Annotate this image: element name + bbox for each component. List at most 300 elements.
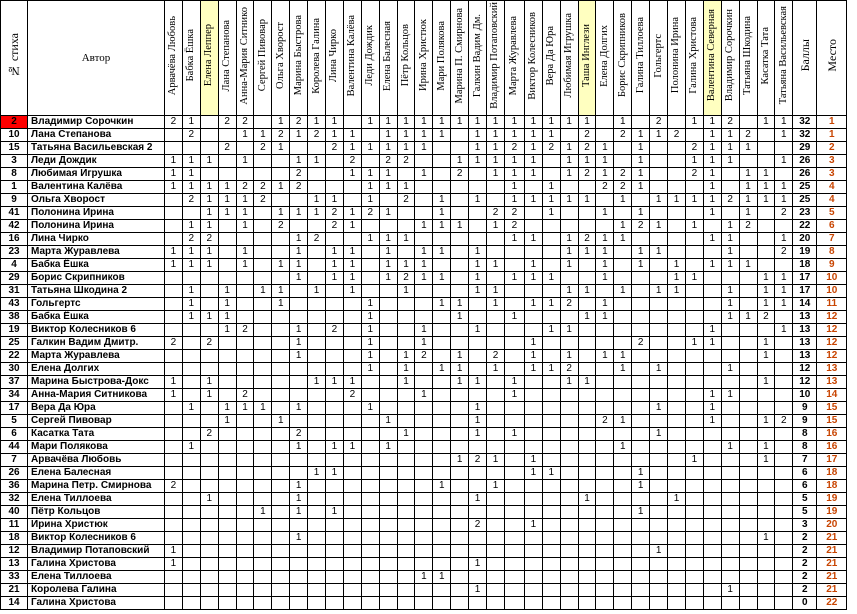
cell-score[interactable]: 1 bbox=[542, 298, 560, 311]
cell-score[interactable]: 2 bbox=[254, 181, 272, 194]
cell-score[interactable] bbox=[685, 415, 703, 428]
cell-score[interactable] bbox=[685, 363, 703, 376]
cell-score[interactable] bbox=[504, 545, 524, 558]
cell-score[interactable] bbox=[596, 129, 614, 142]
cell-score[interactable] bbox=[182, 571, 200, 584]
cell-score[interactable]: 2 bbox=[397, 272, 415, 285]
cell-score[interactable] bbox=[650, 142, 668, 155]
cell-score[interactable] bbox=[524, 246, 542, 259]
cell-score[interactable]: 2 bbox=[578, 129, 596, 142]
cell-place[interactable]: 5 bbox=[817, 207, 847, 220]
cell-score[interactable]: 1 bbox=[451, 298, 469, 311]
cell-total[interactable]: 6 bbox=[793, 467, 817, 480]
cell-score[interactable] bbox=[721, 480, 739, 493]
cell-score[interactable]: 1 bbox=[668, 194, 686, 207]
cell-score[interactable] bbox=[343, 311, 361, 324]
cell-score[interactable] bbox=[578, 350, 596, 363]
cell-score[interactable] bbox=[596, 441, 614, 454]
cell-score[interactable]: 1 bbox=[379, 441, 397, 454]
cell-score[interactable] bbox=[775, 311, 793, 324]
cell-score[interactable]: 1 bbox=[165, 558, 183, 571]
cell-score[interactable]: 1 bbox=[361, 181, 379, 194]
cell-score[interactable]: 1 bbox=[578, 311, 596, 324]
cell-score[interactable] bbox=[524, 311, 542, 324]
cell-score[interactable] bbox=[578, 363, 596, 376]
cell-score[interactable] bbox=[542, 155, 560, 168]
cell-score[interactable]: 1 bbox=[703, 207, 721, 220]
cell-score[interactable]: 1 bbox=[379, 259, 397, 272]
cell-score[interactable]: 1 bbox=[290, 337, 308, 350]
cell-author[interactable]: Марта Журавлева bbox=[28, 350, 165, 363]
cell-score[interactable] bbox=[614, 155, 632, 168]
cell-score[interactable] bbox=[632, 285, 650, 298]
cell-score[interactable]: 2 bbox=[236, 116, 254, 129]
cell-score[interactable]: 1 bbox=[487, 155, 505, 168]
cell-score[interactable] bbox=[343, 116, 361, 129]
cell-score[interactable]: 1 bbox=[578, 155, 596, 168]
cell-score[interactable] bbox=[200, 545, 218, 558]
cell-place[interactable]: 21 bbox=[817, 571, 847, 584]
cell-score[interactable] bbox=[254, 272, 272, 285]
cell-score[interactable] bbox=[560, 389, 578, 402]
cell-score[interactable]: 1 bbox=[703, 116, 721, 129]
cell-score[interactable]: 2 bbox=[397, 194, 415, 207]
cell-num[interactable]: 22 bbox=[1, 350, 28, 363]
cell-score[interactable]: 1 bbox=[415, 259, 433, 272]
cell-score[interactable] bbox=[469, 298, 487, 311]
cell-score[interactable] bbox=[668, 207, 686, 220]
cell-score[interactable] bbox=[721, 571, 739, 584]
cell-score[interactable] bbox=[451, 428, 469, 441]
cell-score[interactable]: 1 bbox=[504, 233, 524, 246]
cell-score[interactable]: 1 bbox=[685, 454, 703, 467]
cell-score[interactable]: 2 bbox=[397, 155, 415, 168]
cell-score[interactable] bbox=[290, 545, 308, 558]
cell-score[interactable] bbox=[236, 376, 254, 389]
cell-score[interactable] bbox=[775, 428, 793, 441]
cell-score[interactable]: 1 bbox=[524, 233, 542, 246]
cell-place[interactable]: 22 bbox=[817, 597, 847, 610]
cell-score[interactable]: 1 bbox=[721, 233, 739, 246]
cell-score[interactable] bbox=[524, 532, 542, 545]
cell-score[interactable] bbox=[451, 181, 469, 194]
cell-score[interactable] bbox=[668, 116, 686, 129]
cell-score[interactable] bbox=[487, 532, 505, 545]
cell-score[interactable]: 1 bbox=[469, 402, 487, 415]
cell-score[interactable]: 1 bbox=[165, 168, 183, 181]
cell-place[interactable]: 3 bbox=[817, 155, 847, 168]
cell-score[interactable]: 1 bbox=[326, 194, 344, 207]
cell-score[interactable] bbox=[560, 571, 578, 584]
cell-score[interactable]: 1 bbox=[290, 350, 308, 363]
cell-score[interactable]: 1 bbox=[524, 467, 542, 480]
cell-score[interactable] bbox=[578, 207, 596, 220]
cell-score[interactable] bbox=[200, 129, 218, 142]
cell-score[interactable] bbox=[739, 246, 757, 259]
cell-score[interactable]: 1 bbox=[200, 220, 218, 233]
cell-score[interactable]: 1 bbox=[379, 129, 397, 142]
cell-score[interactable]: 1 bbox=[379, 272, 397, 285]
cell-score[interactable]: 1 bbox=[596, 168, 614, 181]
cell-score[interactable] bbox=[415, 233, 433, 246]
cell-score[interactable] bbox=[487, 402, 505, 415]
cell-score[interactable] bbox=[614, 428, 632, 441]
cell-score[interactable] bbox=[236, 519, 254, 532]
cell-score[interactable] bbox=[524, 376, 542, 389]
cell-score[interactable]: 1 bbox=[703, 389, 721, 402]
cell-score[interactable] bbox=[218, 532, 236, 545]
cell-score[interactable]: 2 bbox=[290, 116, 308, 129]
cell-score[interactable] bbox=[524, 324, 542, 337]
cell-score[interactable]: 2 bbox=[596, 181, 614, 194]
cell-place[interactable]: 7 bbox=[817, 233, 847, 246]
cell-score[interactable]: 1 bbox=[560, 246, 578, 259]
cell-score[interactable] bbox=[361, 272, 379, 285]
cell-score[interactable]: 2 bbox=[469, 519, 487, 532]
cell-score[interactable] bbox=[524, 389, 542, 402]
cell-place[interactable]: 21 bbox=[817, 532, 847, 545]
cell-score[interactable] bbox=[469, 441, 487, 454]
cell-score[interactable]: 1 bbox=[757, 337, 775, 350]
cell-score[interactable] bbox=[614, 389, 632, 402]
cell-place[interactable]: 13 bbox=[817, 363, 847, 376]
cell-place[interactable]: 19 bbox=[817, 506, 847, 519]
cell-score[interactable] bbox=[685, 467, 703, 480]
cell-score[interactable] bbox=[200, 350, 218, 363]
cell-score[interactable] bbox=[560, 519, 578, 532]
cell-total[interactable]: 17 bbox=[793, 272, 817, 285]
cell-score[interactable] bbox=[578, 181, 596, 194]
cell-score[interactable] bbox=[254, 480, 272, 493]
cell-score[interactable] bbox=[343, 233, 361, 246]
cell-score[interactable] bbox=[343, 545, 361, 558]
cell-score[interactable] bbox=[218, 259, 236, 272]
cell-score[interactable] bbox=[236, 415, 254, 428]
cell-score[interactable] bbox=[308, 454, 326, 467]
cell-score[interactable] bbox=[775, 363, 793, 376]
cell-score[interactable]: 1 bbox=[343, 129, 361, 142]
cell-score[interactable] bbox=[596, 389, 614, 402]
cell-place[interactable]: 12 bbox=[817, 337, 847, 350]
cell-score[interactable] bbox=[451, 532, 469, 545]
cell-score[interactable] bbox=[632, 233, 650, 246]
cell-score[interactable]: 1 bbox=[326, 467, 344, 480]
cell-total[interactable]: 9 bbox=[793, 402, 817, 415]
cell-score[interactable] bbox=[361, 493, 379, 506]
cell-score[interactable]: 1 bbox=[703, 402, 721, 415]
cell-score[interactable]: 1 bbox=[524, 194, 542, 207]
cell-score[interactable]: 1 bbox=[433, 272, 451, 285]
cell-score[interactable] bbox=[182, 506, 200, 519]
header-judge[interactable] bbox=[524, 1, 542, 116]
cell-score[interactable]: 1 bbox=[757, 376, 775, 389]
cell-score[interactable] bbox=[596, 584, 614, 597]
cell-score[interactable] bbox=[560, 506, 578, 519]
header-judge[interactable] bbox=[596, 1, 614, 116]
header-judge[interactable] bbox=[469, 1, 487, 116]
cell-score[interactable] bbox=[343, 506, 361, 519]
cell-score[interactable] bbox=[739, 389, 757, 402]
cell-score[interactable] bbox=[560, 454, 578, 467]
cell-score[interactable]: 1 bbox=[650, 428, 668, 441]
cell-score[interactable]: 1 bbox=[182, 285, 200, 298]
cell-score[interactable] bbox=[343, 428, 361, 441]
cell-score[interactable]: 1 bbox=[326, 506, 344, 519]
cell-score[interactable] bbox=[614, 584, 632, 597]
cell-score[interactable] bbox=[379, 363, 397, 376]
cell-score[interactable] bbox=[578, 441, 596, 454]
cell-score[interactable] bbox=[757, 246, 775, 259]
cell-score[interactable] bbox=[632, 324, 650, 337]
cell-score[interactable]: 1 bbox=[218, 311, 236, 324]
cell-num[interactable]: 7 bbox=[1, 454, 28, 467]
cell-score[interactable] bbox=[668, 428, 686, 441]
cell-num[interactable]: 23 bbox=[1, 246, 28, 259]
cell-score[interactable]: 1 bbox=[308, 155, 326, 168]
cell-author[interactable]: Королева Галина bbox=[28, 584, 165, 597]
cell-score[interactable] bbox=[343, 532, 361, 545]
cell-score[interactable]: 1 bbox=[182, 181, 200, 194]
cell-score[interactable]: 1 bbox=[415, 389, 433, 402]
cell-score[interactable]: 1 bbox=[415, 220, 433, 233]
cell-score[interactable] bbox=[721, 428, 739, 441]
cell-score[interactable] bbox=[308, 259, 326, 272]
cell-score[interactable] bbox=[739, 298, 757, 311]
cell-score[interactable]: 1 bbox=[433, 480, 451, 493]
cell-score[interactable] bbox=[703, 363, 721, 376]
cell-score[interactable]: 1 bbox=[272, 285, 290, 298]
cell-score[interactable]: 1 bbox=[379, 207, 397, 220]
cell-score[interactable] bbox=[739, 402, 757, 415]
cell-score[interactable] bbox=[415, 363, 433, 376]
cell-score[interactable] bbox=[504, 402, 524, 415]
cell-score[interactable] bbox=[775, 220, 793, 233]
cell-score[interactable] bbox=[542, 428, 560, 441]
cell-author[interactable]: Пётр Кольцов bbox=[28, 506, 165, 519]
cell-score[interactable] bbox=[343, 337, 361, 350]
cell-score[interactable] bbox=[469, 363, 487, 376]
cell-score[interactable] bbox=[272, 584, 290, 597]
cell-score[interactable]: 2 bbox=[504, 220, 524, 233]
header-judge[interactable] bbox=[326, 1, 344, 116]
cell-score[interactable]: 1 bbox=[560, 142, 578, 155]
cell-place[interactable]: 1 bbox=[817, 116, 847, 129]
cell-score[interactable]: 1 bbox=[469, 272, 487, 285]
cell-author[interactable]: Полонина Ирина bbox=[28, 207, 165, 220]
cell-score[interactable] bbox=[757, 493, 775, 506]
cell-author[interactable]: Татьяна Шкодина 2 bbox=[28, 285, 165, 298]
cell-score[interactable] bbox=[703, 298, 721, 311]
cell-score[interactable]: 1 bbox=[182, 168, 200, 181]
cell-score[interactable] bbox=[451, 246, 469, 259]
cell-score[interactable]: 1 bbox=[668, 493, 686, 506]
cell-score[interactable]: 1 bbox=[524, 116, 542, 129]
cell-score[interactable]: 1 bbox=[200, 311, 218, 324]
cell-score[interactable] bbox=[308, 142, 326, 155]
cell-score[interactable]: 2 bbox=[165, 337, 183, 350]
cell-score[interactable] bbox=[379, 584, 397, 597]
cell-score[interactable]: 1 bbox=[650, 129, 668, 142]
cell-score[interactable] bbox=[504, 454, 524, 467]
cell-score[interactable] bbox=[397, 480, 415, 493]
cell-score[interactable] bbox=[542, 506, 560, 519]
cell-place[interactable]: 15 bbox=[817, 415, 847, 428]
cell-score[interactable] bbox=[236, 337, 254, 350]
cell-score[interactable]: 1 bbox=[469, 376, 487, 389]
cell-score[interactable]: 2 bbox=[182, 233, 200, 246]
cell-score[interactable]: 2 bbox=[739, 220, 757, 233]
cell-score[interactable]: 1 bbox=[343, 168, 361, 181]
cell-score[interactable]: 1 bbox=[650, 402, 668, 415]
cell-score[interactable]: 1 bbox=[182, 116, 200, 129]
cell-score[interactable] bbox=[343, 350, 361, 363]
cell-score[interactable] bbox=[721, 402, 739, 415]
cell-score[interactable] bbox=[596, 376, 614, 389]
cell-score[interactable] bbox=[200, 519, 218, 532]
cell-score[interactable] bbox=[469, 389, 487, 402]
cell-score[interactable] bbox=[379, 350, 397, 363]
cell-score[interactable] bbox=[218, 571, 236, 584]
cell-score[interactable] bbox=[200, 415, 218, 428]
cell-total[interactable]: 32 bbox=[793, 129, 817, 142]
cell-score[interactable]: 2 bbox=[739, 129, 757, 142]
cell-score[interactable] bbox=[721, 181, 739, 194]
cell-score[interactable] bbox=[721, 415, 739, 428]
header-judge[interactable] bbox=[379, 1, 397, 116]
cell-author[interactable]: Галина Христова bbox=[28, 597, 165, 610]
cell-score[interactable]: 1 bbox=[504, 194, 524, 207]
cell-score[interactable] bbox=[343, 597, 361, 610]
cell-score[interactable] bbox=[578, 298, 596, 311]
cell-score[interactable] bbox=[542, 402, 560, 415]
cell-score[interactable] bbox=[218, 233, 236, 246]
cell-score[interactable]: 1 bbox=[542, 194, 560, 207]
cell-score[interactable]: 2 bbox=[200, 337, 218, 350]
cell-score[interactable] bbox=[703, 558, 721, 571]
cell-score[interactable] bbox=[200, 272, 218, 285]
cell-score[interactable]: 1 bbox=[614, 363, 632, 376]
cell-score[interactable]: 1 bbox=[524, 155, 542, 168]
cell-score[interactable] bbox=[433, 441, 451, 454]
cell-num[interactable]: 5 bbox=[1, 415, 28, 428]
cell-score[interactable] bbox=[200, 168, 218, 181]
cell-score[interactable] bbox=[685, 285, 703, 298]
cell-score[interactable] bbox=[614, 467, 632, 480]
cell-score[interactable]: 1 bbox=[397, 142, 415, 155]
cell-score[interactable]: 1 bbox=[397, 233, 415, 246]
header-judge[interactable] bbox=[614, 1, 632, 116]
cell-score[interactable]: 1 bbox=[308, 116, 326, 129]
cell-score[interactable] bbox=[650, 532, 668, 545]
cell-score[interactable] bbox=[650, 298, 668, 311]
cell-score[interactable]: 1 bbox=[343, 259, 361, 272]
cell-score[interactable] bbox=[236, 363, 254, 376]
cell-score[interactable] bbox=[236, 558, 254, 571]
cell-score[interactable] bbox=[361, 545, 379, 558]
cell-score[interactable] bbox=[397, 519, 415, 532]
cell-score[interactable]: 2 bbox=[254, 142, 272, 155]
cell-num[interactable]: 33 bbox=[1, 571, 28, 584]
cell-score[interactable] bbox=[739, 519, 757, 532]
cell-score[interactable]: 1 bbox=[361, 324, 379, 337]
cell-score[interactable]: 1 bbox=[650, 194, 668, 207]
cell-score[interactable]: 1 bbox=[542, 116, 560, 129]
cell-score[interactable]: 1 bbox=[254, 402, 272, 415]
cell-score[interactable]: 1 bbox=[504, 428, 524, 441]
cell-score[interactable]: 1 bbox=[542, 129, 560, 142]
cell-score[interactable]: 1 bbox=[757, 415, 775, 428]
cell-score[interactable] bbox=[433, 168, 451, 181]
cell-score[interactable] bbox=[504, 363, 524, 376]
cell-score[interactable] bbox=[739, 233, 757, 246]
cell-total[interactable]: 20 bbox=[793, 233, 817, 246]
cell-score[interactable] bbox=[650, 584, 668, 597]
cell-score[interactable] bbox=[254, 220, 272, 233]
cell-score[interactable] bbox=[542, 493, 560, 506]
header-author[interactable] bbox=[28, 1, 165, 116]
cell-score[interactable] bbox=[504, 519, 524, 532]
cell-score[interactable] bbox=[614, 454, 632, 467]
cell-score[interactable] bbox=[504, 337, 524, 350]
cell-score[interactable]: 2 bbox=[308, 129, 326, 142]
cell-score[interactable] bbox=[668, 181, 686, 194]
cell-score[interactable] bbox=[272, 519, 290, 532]
cell-score[interactable] bbox=[182, 532, 200, 545]
cell-score[interactable]: 1 bbox=[614, 233, 632, 246]
cell-score[interactable] bbox=[703, 311, 721, 324]
cell-num[interactable]: 17 bbox=[1, 402, 28, 415]
cell-score[interactable] bbox=[165, 324, 183, 337]
cell-score[interactable] bbox=[165, 454, 183, 467]
cell-score[interactable]: 1 bbox=[361, 311, 379, 324]
cell-score[interactable] bbox=[415, 155, 433, 168]
cell-score[interactable]: 1 bbox=[451, 376, 469, 389]
cell-score[interactable] bbox=[379, 428, 397, 441]
cell-score[interactable]: 1 bbox=[254, 129, 272, 142]
cell-score[interactable]: 2 bbox=[685, 142, 703, 155]
cell-score[interactable] bbox=[308, 519, 326, 532]
cell-score[interactable]: 1 bbox=[504, 389, 524, 402]
cell-score[interactable]: 1 bbox=[721, 259, 739, 272]
cell-score[interactable]: 1 bbox=[290, 480, 308, 493]
cell-score[interactable]: 2 bbox=[218, 142, 236, 155]
cell-score[interactable] bbox=[200, 324, 218, 337]
cell-score[interactable] bbox=[165, 350, 183, 363]
cell-score[interactable] bbox=[614, 246, 632, 259]
cell-score[interactable]: 1 bbox=[685, 220, 703, 233]
cell-score[interactable] bbox=[668, 506, 686, 519]
cell-score[interactable]: 2 bbox=[290, 168, 308, 181]
cell-score[interactable] bbox=[415, 441, 433, 454]
cell-score[interactable]: 1 bbox=[721, 246, 739, 259]
cell-score[interactable]: 1 bbox=[308, 285, 326, 298]
cell-score[interactable]: 1 bbox=[200, 194, 218, 207]
cell-score[interactable] bbox=[236, 285, 254, 298]
cell-score[interactable] bbox=[379, 493, 397, 506]
cell-total[interactable]: 13 bbox=[793, 311, 817, 324]
cell-score[interactable]: 1 bbox=[560, 324, 578, 337]
cell-score[interactable] bbox=[308, 350, 326, 363]
cell-score[interactable] bbox=[415, 298, 433, 311]
cell-score[interactable]: 1 bbox=[504, 181, 524, 194]
cell-score[interactable]: 1 bbox=[487, 298, 505, 311]
cell-score[interactable] bbox=[650, 350, 668, 363]
cell-score[interactable] bbox=[433, 285, 451, 298]
cell-score[interactable] bbox=[721, 454, 739, 467]
cell-place[interactable]: 13 bbox=[817, 376, 847, 389]
cell-score[interactable] bbox=[379, 454, 397, 467]
cell-score[interactable] bbox=[775, 441, 793, 454]
